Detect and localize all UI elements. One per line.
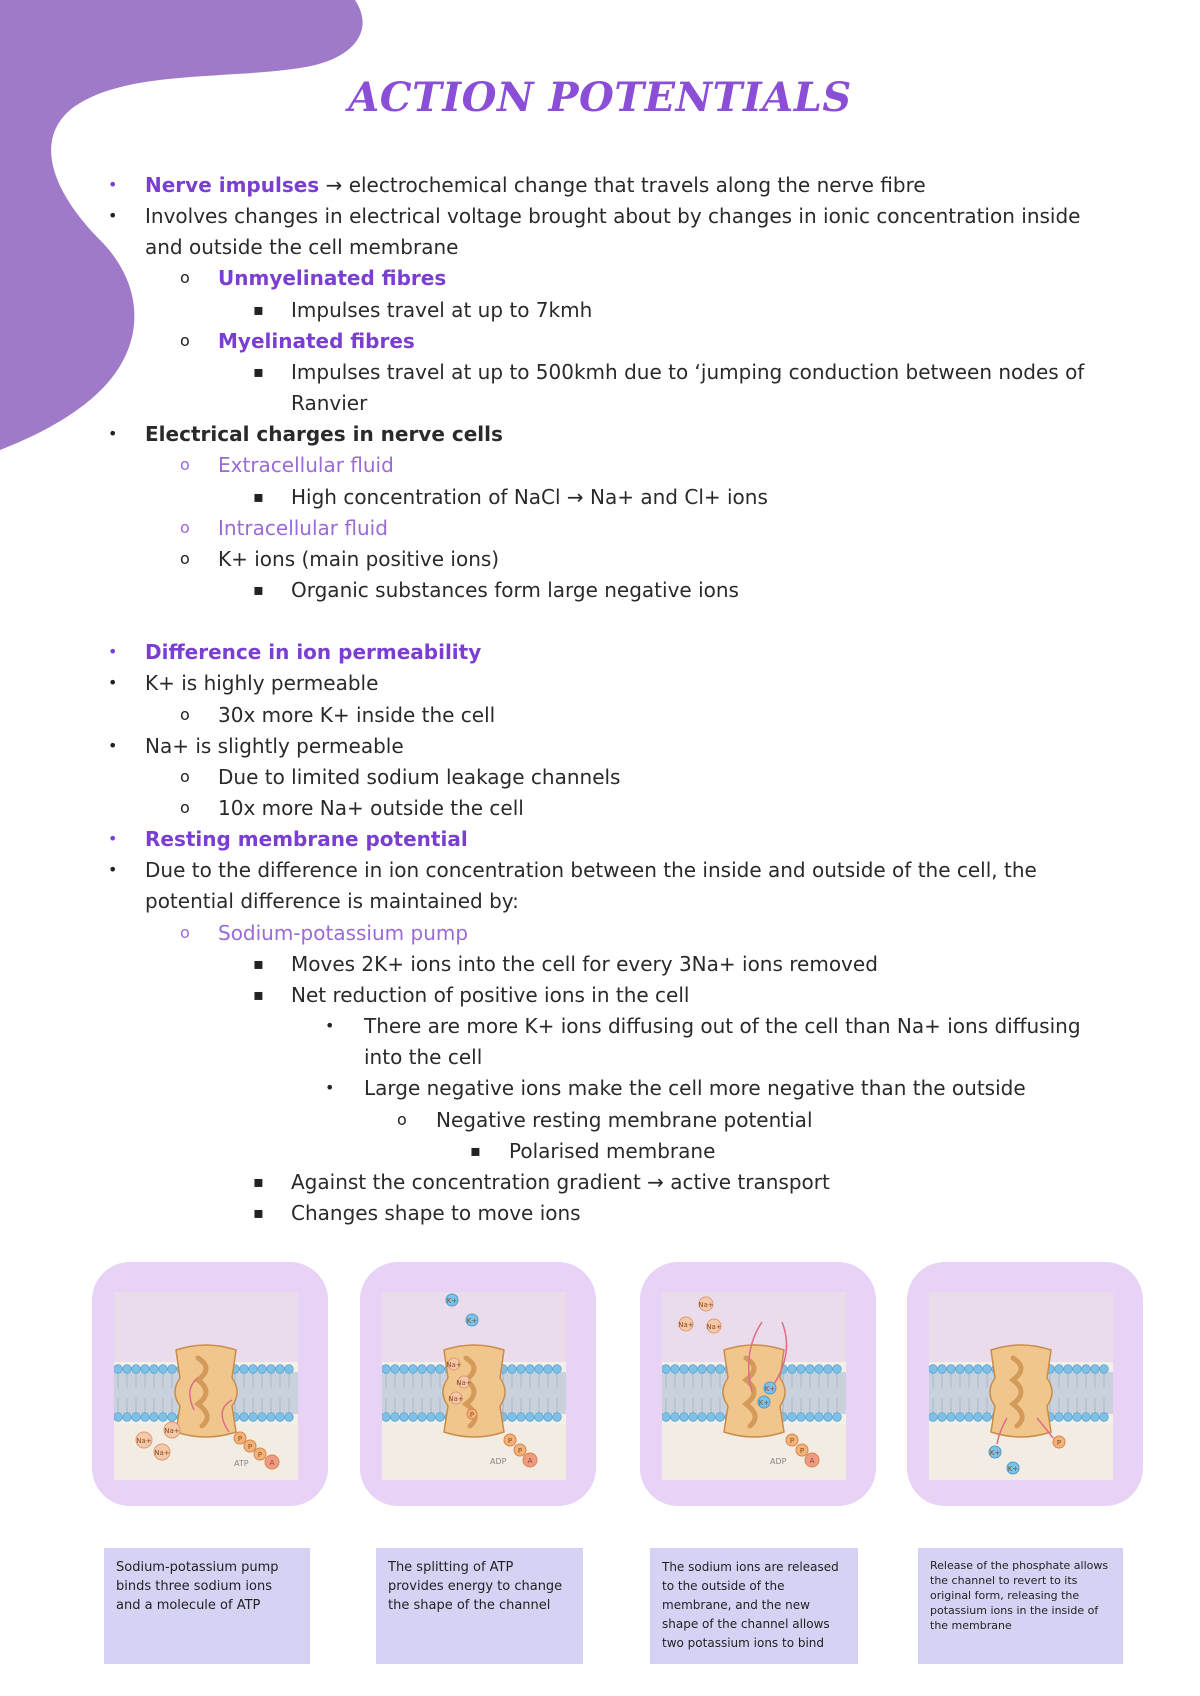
list-item-text: → electrochemical change that travels along the nerve fibre (319, 173, 926, 197)
ion-label: Na+ (706, 1323, 722, 1331)
list-bullet: o (180, 549, 190, 568)
list-item (145, 170, 926, 200)
list-item (509, 1136, 715, 1166)
list-item-text: Intracellular fluid (218, 516, 388, 540)
adp-label: ADP (490, 1457, 507, 1466)
list-item-text: Involves changes in electrical voltage brought about by changes in ionic concentration inside (145, 204, 1081, 228)
phosphate (1053, 1436, 1065, 1448)
list-item (291, 482, 768, 512)
list-item-text: Difference in ion permeability (145, 640, 482, 664)
list-item (218, 918, 468, 948)
list-bullet: o (180, 455, 190, 474)
list-item (145, 886, 519, 916)
list-item (291, 949, 878, 979)
diagram-caption: Release of the phosphate allows the channel to revert to its original form, releasing the potassium ions in the inside of the membrane (918, 1548, 1123, 1664)
pump-protein (175, 1345, 237, 1437)
list-bullet: o (180, 767, 190, 786)
sodium-ion (136, 1432, 152, 1448)
ion-label: P (799, 1447, 805, 1455)
adenosine (805, 1453, 819, 1467)
list-bullet: • (108, 829, 118, 848)
ion-label: K+ (758, 1399, 770, 1407)
list-item (291, 295, 592, 325)
diagram-caption: The splitting of ATP provides energy to change the shape of the channel (376, 1548, 583, 1664)
list-item-text: Myelinated fibres (218, 329, 415, 353)
list-item (436, 1105, 813, 1135)
list-item-text: Impulses travel at up to 500kmh due to ‘jumping conduction between nodes of (291, 360, 1085, 384)
list-bullet: ▪ (253, 300, 264, 319)
ion-label: Na+ (154, 1449, 170, 1457)
sodium-ion (154, 1444, 170, 1460)
list-bullet: ▪ (253, 1203, 264, 1222)
membrane-illustration (114, 1292, 298, 1480)
ion-label: Na+ (136, 1437, 152, 1445)
list-item-text: Due to the difference in ion concentration between the inside and outside of the cell, the (145, 858, 1037, 882)
list-item-text: Na+ is slightly permeable (145, 734, 404, 758)
ion-label: Na+ (456, 1379, 472, 1387)
list-item (218, 762, 620, 792)
adp-label: ADP (770, 1457, 787, 1466)
ion-label: Na+ (448, 1395, 464, 1403)
list-item-text: Moves 2K+ ions into the cell for every 3Na+ ions removed (291, 952, 878, 976)
list-bullet: ▪ (253, 580, 264, 599)
list-bullet: • (325, 1016, 335, 1035)
adenosine (523, 1453, 537, 1467)
list-item-text: Sodium-potassium pump (218, 921, 469, 945)
pump-diagram-panel (92, 1262, 328, 1506)
membrane-illustration (382, 1292, 566, 1480)
potassium-ion (989, 1446, 1001, 1458)
phosphate (504, 1434, 516, 1446)
list-bullet: o (397, 1110, 407, 1129)
pump-diagram (114, 1292, 298, 1480)
list-bullet: • (108, 175, 118, 194)
list-bullet: ▪ (253, 1172, 264, 1191)
list-bullet: • (108, 673, 118, 692)
phosphate (786, 1434, 798, 1446)
sodium-ion (164, 1422, 180, 1438)
ion-label: K+ (446, 1297, 458, 1305)
ion-label: Na+ (698, 1301, 714, 1309)
ion-label: P (1056, 1439, 1062, 1447)
pump-diagram-panel (640, 1262, 876, 1506)
ion-label: P (789, 1437, 795, 1445)
list-bullet: • (108, 206, 118, 225)
ion-label: Na+ (446, 1361, 462, 1369)
list-item-text: Negative resting membrane potential (436, 1108, 813, 1132)
list-item-text: Against the concentration gradient → active transport (291, 1170, 830, 1194)
list-item-text: potential difference is maintained by: (145, 889, 519, 913)
ion-label: P (257, 1451, 263, 1459)
list-item (291, 1167, 830, 1197)
list-item (291, 575, 739, 605)
list-item (145, 232, 458, 262)
phosphate (244, 1440, 256, 1452)
ion-label: P (247, 1443, 253, 1451)
potassium-ion (1007, 1462, 1019, 1474)
phosphate (467, 1409, 477, 1419)
potassium-ion (466, 1314, 478, 1326)
list-item (291, 1198, 581, 1228)
list-item-text: Due to limited sodium leakage channels (218, 765, 621, 789)
list-item (218, 450, 394, 480)
list-bullet: o (180, 798, 190, 817)
pump-diagram (662, 1292, 846, 1480)
potassium-ion (758, 1396, 770, 1408)
list-bullet: • (325, 1078, 335, 1097)
ion-label: P (237, 1435, 243, 1443)
list-item (145, 419, 503, 449)
list-item (291, 388, 367, 418)
list-item (218, 326, 415, 356)
potassium-ion (446, 1294, 458, 1306)
list-item-text: Unmyelinated fibres (218, 266, 447, 290)
ion-label: K+ (764, 1385, 776, 1393)
ion-label: P (507, 1437, 513, 1445)
pump-diagram-panel (907, 1262, 1143, 1506)
list-bullet: o (180, 923, 190, 942)
list-item (291, 980, 689, 1010)
list-item (145, 668, 378, 698)
list-item-text: Impulses travel at up to 7kmh (291, 298, 593, 322)
list-item-text: High concentration of NaCl → Na+ and Cl+ ions (291, 485, 768, 509)
list-item (364, 1073, 1026, 1103)
list-item-text: 30x more K+ inside the cell (218, 703, 496, 727)
list-item-text: into the cell (364, 1045, 483, 1069)
list-item (218, 700, 495, 730)
list-item-text: 10x more Na+ outside the cell (218, 796, 524, 820)
list-item-text: Resting membrane potential (145, 827, 468, 851)
list-item-text: Large negative ions make the cell more negative than the outside (364, 1076, 1026, 1100)
page-title: ACTION POTENTIALS (348, 74, 852, 121)
ion-label: A (809, 1457, 815, 1465)
membrane-illustration (662, 1292, 846, 1480)
list-item (364, 1011, 1081, 1041)
diagram-caption: The sodium ions are released to the outside of the membrane, and the new shape of the channel allows two potassium ions to bind (650, 1548, 858, 1664)
list-item (145, 855, 1037, 885)
list-bullet: • (108, 642, 118, 661)
list-bullet: ▪ (470, 1141, 481, 1160)
list-item-text: K+ ions (main positive ions) (218, 547, 500, 571)
list-item (364, 1042, 482, 1072)
list-item-text: Organic substances form large negative ions (291, 578, 739, 602)
list-item (291, 357, 1084, 387)
list-item (218, 544, 499, 574)
list-bullet: o (180, 705, 190, 724)
phosphate (234, 1432, 246, 1444)
list-bullet: • (108, 736, 118, 755)
phosphate (796, 1444, 808, 1456)
diagram-caption: Sodium-potassium pump binds three sodium ions and a molecule of ATP (104, 1548, 310, 1664)
list-item-text: Extracellular fluid (218, 453, 394, 477)
pump-protein (990, 1345, 1052, 1437)
list-bullet: • (108, 424, 118, 443)
list-item (218, 793, 524, 823)
sodium-ion (678, 1317, 694, 1331)
list-bullet: ▪ (253, 362, 264, 381)
membrane-illustration (929, 1292, 1113, 1480)
ion-label: A (269, 1459, 275, 1467)
pump-diagram-panel (360, 1262, 596, 1506)
list-item-text: Polarised membrane (509, 1139, 716, 1163)
list-item (145, 201, 1080, 231)
list-bullet: ▪ (253, 954, 264, 973)
list-bullet: o (180, 268, 190, 287)
list-item-text: There are more K+ ions diffusing out of the cell than Na+ ions diffusing (364, 1014, 1081, 1038)
list-item-text: Changes shape to move ions (291, 1201, 581, 1225)
list-item-text: Net reduction of positive ions in the cell (291, 983, 690, 1007)
phosphate (254, 1448, 266, 1460)
ion-label: K+ (989, 1449, 1001, 1457)
list-item-text: K+ is highly permeable (145, 671, 379, 695)
ion-label: P (469, 1411, 475, 1419)
list-bullet: o (180, 331, 190, 350)
list-item (218, 263, 446, 293)
phosphate (514, 1444, 526, 1456)
list-item-text: Ranvier (291, 391, 368, 415)
list-item-text: Nerve impulses (145, 173, 320, 197)
ion-label: Na+ (678, 1321, 694, 1329)
list-bullet: ▪ (253, 487, 264, 506)
list-item (145, 637, 481, 667)
ion-label: K+ (466, 1317, 478, 1325)
list-item (145, 731, 404, 761)
pump-diagram (382, 1292, 566, 1480)
list-bullet: • (108, 860, 118, 879)
list-bullet: ▪ (253, 985, 264, 1004)
sodium-ion (698, 1297, 714, 1311)
list-item (145, 824, 468, 854)
pump-diagram (929, 1292, 1113, 1480)
list-bullet: o (180, 518, 190, 537)
list-item (218, 513, 388, 543)
adenosine (265, 1455, 279, 1469)
list-item-text: and outside the cell membrane (145, 235, 459, 259)
ion-label: A (527, 1457, 533, 1465)
atp-label: ATP (234, 1459, 249, 1468)
ion-label: P (517, 1447, 523, 1455)
list-item-text: Electrical charges in nerve cells (145, 422, 503, 446)
sodium-ion (706, 1319, 722, 1333)
ion-label: Na+ (164, 1427, 180, 1435)
ion-label: K+ (1007, 1465, 1019, 1473)
